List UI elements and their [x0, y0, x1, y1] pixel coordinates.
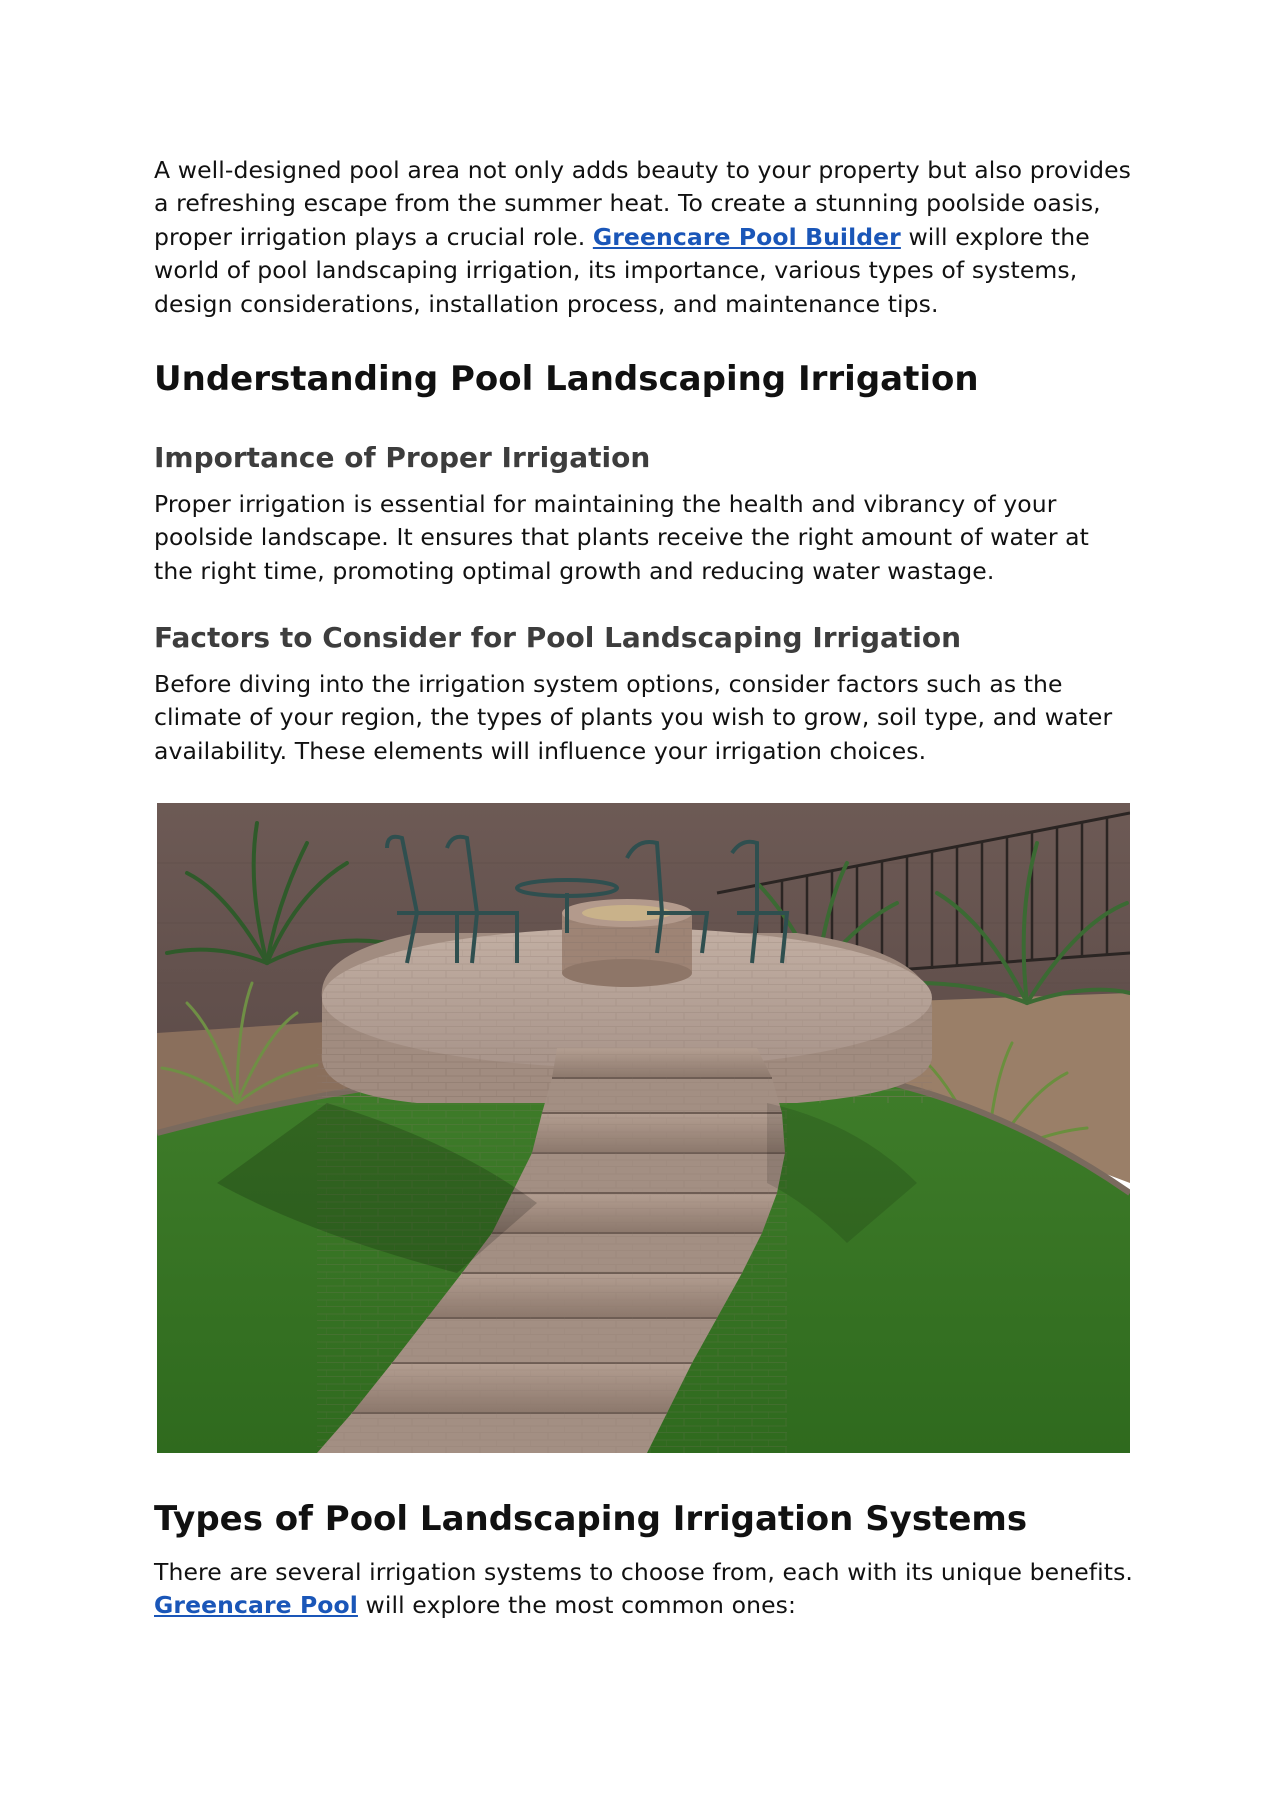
greencare-pool-builder-link[interactable]: Greencare Pool Builder — [592, 222, 901, 251]
types-paragraph — [154, 1556, 1134, 1623]
intro-paragraph — [154, 154, 1134, 321]
patio-illustration — [157, 803, 1130, 1453]
intro-text-start: A well-designed pool area not only adds beauty to your property but also provides a refreshing escape from the summer heat. To create a stunning poolside oasis, proper irrigation plays a crucial role. — [154, 156, 1132, 251]
intro-text-end: will explore the world of pool landscaping irrigation, its importance, various types of systems, design considerations, installation process, and maintenance tips. — [154, 222, 1090, 318]
types-text-end: will explore the most common ones: — [357, 1591, 796, 1620]
subheading-factors: Factors to Consider for Pool Landscaping Irrigation — [154, 621, 962, 654]
heading-understanding: Understanding Pool Landscaping Irrigation — [154, 359, 979, 399]
greencare-pool-link[interactable]: Greencare Pool — [154, 1591, 358, 1620]
subheading-importance: Importance of Proper Irrigation — [154, 441, 651, 474]
heading-types: Types of Pool Landscaping Irrigation Systems — [154, 1499, 1028, 1539]
importance-paragraph: Proper irrigation is essential for maintaining the health and vibrancy of your poolside landscape. It ensures that plants receive the right amount of water at the right time, promoting optimal growth and reducing water wastage. — [154, 490, 1089, 585]
factors-paragraph: Before diving into the irrigation system options, consider factors such as the climate of your region, the types of plants you wish to grow, soil type, and water availability. These elements will influence your irrigation choices. — [154, 670, 1113, 765]
patio-photo — [157, 803, 1130, 1453]
types-text-start: There are several irrigation systems to choose from, each with its unique benefits. — [154, 1558, 1133, 1586]
